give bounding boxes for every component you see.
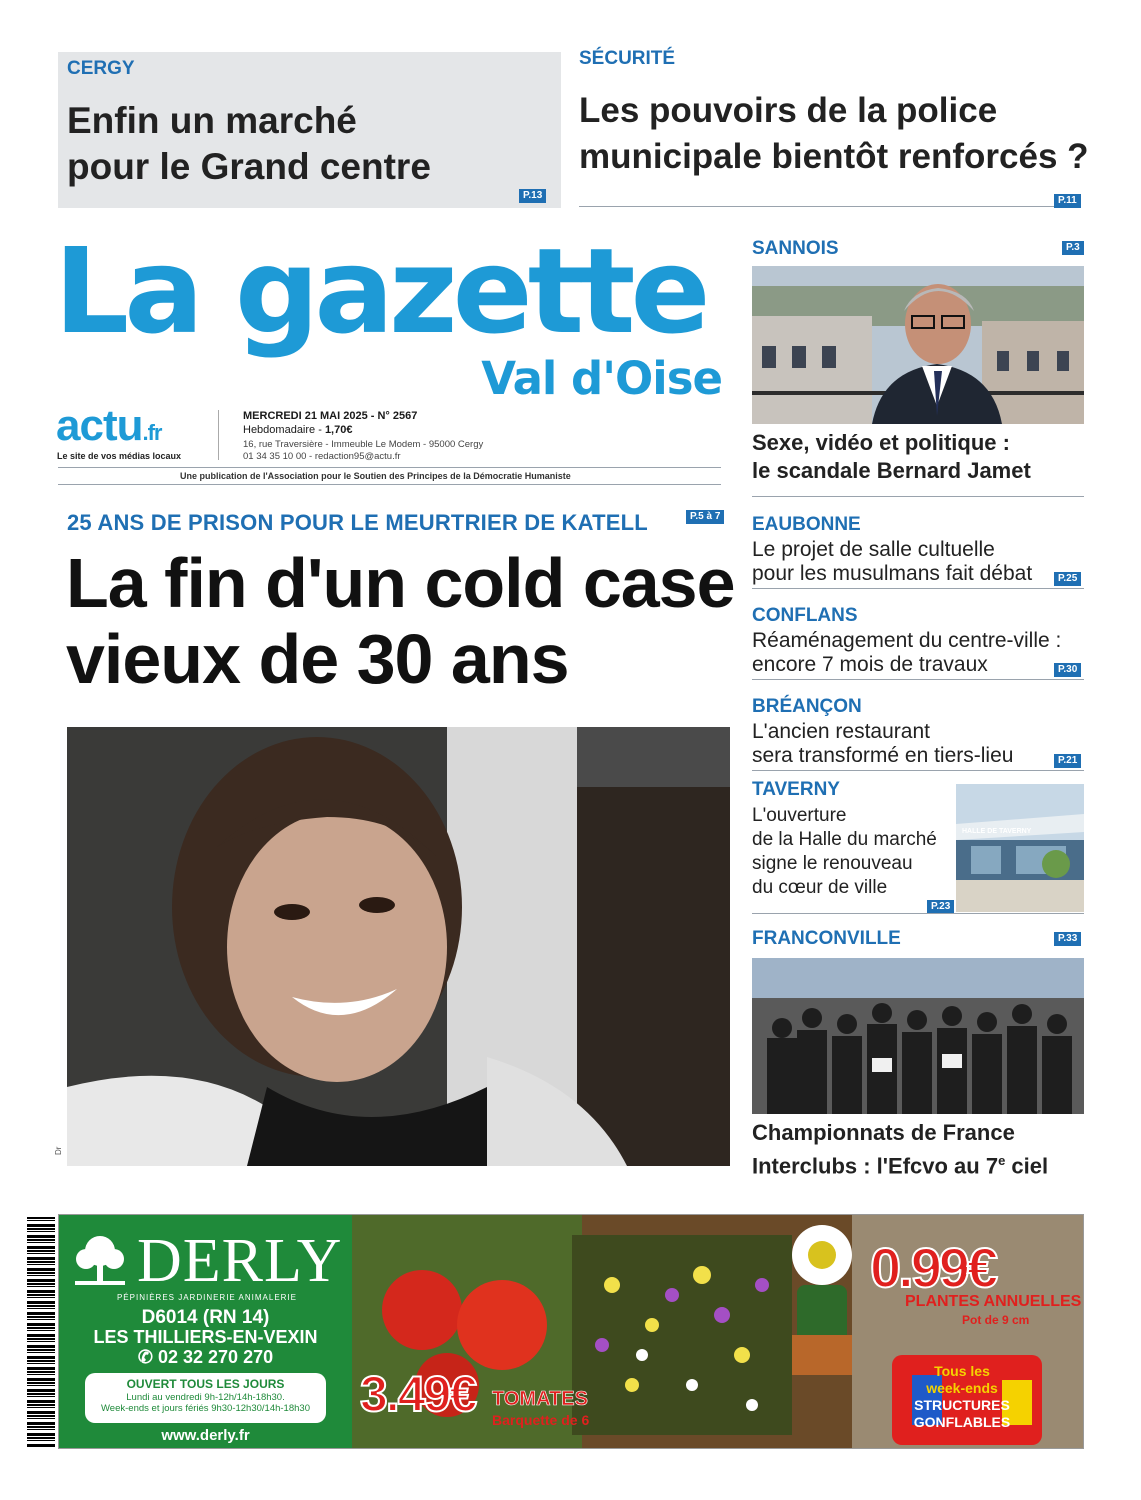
issue-date: MERCREDI 21 MAI 2025 - N° 2567 (243, 410, 418, 422)
derly-advertisement[interactable] (58, 1214, 1084, 1449)
ad-website[interactable]: www.derly.fr (161, 1427, 250, 1444)
main-story-headline[interactable] (66, 545, 735, 697)
franconville-kicker: FRANCONVILLE (752, 928, 901, 949)
securite-page-badge: P.11 (1054, 194, 1081, 208)
barcode (27, 1217, 55, 1447)
price-label: Hebdomadaire - (243, 424, 325, 436)
taverny-line2: de la Halle du marché (752, 829, 937, 850)
ad-weekend-l3: STRUCTURES (914, 1397, 1010, 1413)
ad-brand-sub: PÉPINIÈRES JARDINERIE ANIMALERIE (116, 1293, 298, 1302)
issue-price (243, 424, 352, 436)
photo-credit: Dr (54, 1146, 63, 1155)
cergy-headline-line2: pour le Grand centre (67, 146, 431, 187)
franconville-photo[interactable] (752, 958, 1084, 1114)
main-headline-line1: La fin d'un cold case (66, 544, 735, 622)
taverny-sign: HALLE DE TAVERNY (962, 828, 1032, 835)
securite-headline-line2: municipale bientôt renforcés ? (579, 137, 1089, 176)
ad-phone-number: 02 32 270 270 (157, 1347, 274, 1367)
taverny-line3: signe le renouveau (752, 853, 913, 874)
actu-logo-text: actu (56, 401, 143, 450)
divider (752, 679, 1084, 680)
newsroom-contact: 01 34 35 10 00 - redaction95@actu.fr (243, 451, 401, 462)
actu-tagline: Le site de vos médias locaux (57, 451, 182, 461)
athletes-crowd-illustration (752, 958, 1084, 1114)
breancon-page-badge: P.21 (1054, 754, 1081, 768)
ad-plant-sub: Pot de 9 cm (962, 1313, 1030, 1327)
newspaper-logo[interactable]: La gazette (54, 222, 706, 360)
divider (579, 206, 1054, 207)
ad-hours-box (85, 1373, 326, 1423)
breancon-line2: sera transformé en tiers-lieu (752, 744, 1014, 767)
newsroom-address: 16, rue Traversière - Immeuble Le Modem - 95000 Cergy (243, 439, 484, 450)
ad-hours-title: OUVERT TOUS LES JOURS (126, 1377, 285, 1391)
ad-weekend-l2: week-ends (926, 1380, 998, 1396)
cergy-kicker: CERGY (67, 58, 135, 79)
ad-store-panel (59, 1215, 352, 1448)
actu-logo-fr: .fr (142, 420, 162, 445)
ad-hours-weekends: Week-ends et jours fériés 9h30-12h30/14h-18h30 (101, 1403, 310, 1414)
publication-line: Une publication de l'Association pour le Soutien des Principes de la Démocratie Humaniste (180, 471, 571, 481)
ad-road: D6014 (RN 14) (141, 1307, 270, 1328)
franconville-headline[interactable] (752, 1119, 1048, 1180)
sannois-page-badge: P.3 (1062, 241, 1084, 255)
franconville-headline-sup: e (998, 1153, 1006, 1168)
actu-logo[interactable] (56, 402, 161, 457)
conflans-line2: encore 7 mois de travaux (752, 653, 988, 676)
eaubonne-page-badge: P.25 (1054, 572, 1081, 586)
divider (752, 913, 1084, 914)
politician-portrait (752, 266, 1084, 424)
securite-headline-line1: Les pouvoirs de la police (579, 91, 998, 130)
divider (58, 467, 721, 468)
ad-promo-panel (352, 1215, 1083, 1448)
divider (58, 484, 721, 485)
sannois-headline-line1: Sexe, vidéo et politique : (752, 430, 1010, 455)
conflans-headline[interactable] (752, 629, 1061, 677)
securite-kicker: SÉCURITÉ (579, 48, 676, 69)
ad-phone[interactable] (59, 1347, 352, 1368)
cergy-headline-line1: Enfin un marché (67, 100, 357, 141)
taverny-photo[interactable] (956, 784, 1084, 912)
franconville-headline-line1: Championnats de France (752, 1120, 1015, 1145)
sannois-headline-line2: le scandale Bernard Jamet (752, 458, 1031, 483)
ad-tomato-sub: Barquette de 6 (492, 1412, 590, 1428)
newspaper-logo-subtitle: Val d'Oise (481, 352, 722, 405)
taverny-kicker: TAVERNY (752, 779, 840, 800)
franconville-headline-line2 (752, 1147, 1048, 1180)
divider (752, 770, 1084, 771)
main-headline-line2: vieux de 30 ans (66, 620, 569, 698)
ad-tomato-price: 3.49€ (360, 1366, 476, 1422)
taverny-headline[interactable] (752, 804, 937, 900)
divider (752, 496, 1084, 497)
ad-hours-weekdays: Lundi au vendredi 9h-12h/14h-18h30. (126, 1392, 285, 1403)
market-hall-illustration (956, 784, 1084, 912)
price-value: 1,70€ (324, 424, 353, 436)
taverny-line1: L'ouverture (752, 805, 847, 826)
cergy-page-badge: P.13 (519, 189, 546, 203)
breancon-kicker: BRÉANÇON (752, 696, 862, 717)
eaubonne-line2: pour les musulmans fait débat (752, 562, 1033, 585)
ad-weekend-l1: Tous les (934, 1363, 990, 1379)
ad-plant-label: PLANTES ANNUELLES (905, 1293, 1082, 1310)
conflans-kicker: CONFLANS (752, 605, 858, 626)
sannois-photo[interactable] (752, 266, 1084, 424)
sannois-kicker: SANNOIS (752, 238, 839, 259)
ad-brand: DERLY (137, 1227, 343, 1295)
conflans-page-badge: P.30 (1054, 663, 1081, 677)
ad-town: LES THILLIERS-EN-VEXIN (93, 1327, 318, 1347)
ad-plant-price: 0.99€ (870, 1236, 996, 1299)
ad-tomato-label: TOMATES (492, 1388, 588, 1410)
franconville-headline-end: ciel (1005, 1153, 1049, 1179)
main-story-kicker: 25 ANS DE PRISON POUR LE MEURTRIER DE KATELL (67, 510, 648, 535)
franconville-headline-text: Interclubs : l'Efcvo au 7 (752, 1153, 999, 1179)
taverny-line4: du cœur de ville (752, 877, 888, 898)
taverny-page-badge: P.23 (927, 900, 954, 914)
main-story-page-badge: P.5 à 7 (686, 510, 724, 524)
conflans-line1: Réaménagement du centre-ville : (752, 629, 1062, 652)
masthead-separator (218, 410, 219, 460)
breancon-headline[interactable] (752, 720, 1013, 768)
ad-weekend-l4: GONFLABLES (913, 1414, 1011, 1430)
securite-headline[interactable] (579, 88, 1089, 180)
phone-icon: ✆ (137, 1347, 158, 1367)
ad-weekend-box (912, 1363, 1012, 1431)
tree-logo-icon (71, 1233, 129, 1289)
sannois-headline[interactable] (752, 429, 1031, 485)
cergy-headline[interactable] (67, 98, 431, 190)
main-story-photo[interactable] (67, 727, 730, 1166)
franconville-page-badge: P.33 (1054, 932, 1081, 946)
breancon-line1: L'ancien restaurant (752, 720, 930, 743)
eaubonne-kicker: EAUBONNE (752, 514, 861, 535)
divider (752, 588, 1084, 589)
eaubonne-line1: Le projet de salle cultuelle (752, 538, 995, 561)
eaubonne-headline[interactable] (752, 538, 1032, 586)
portrait-illustration (67, 727, 730, 1166)
